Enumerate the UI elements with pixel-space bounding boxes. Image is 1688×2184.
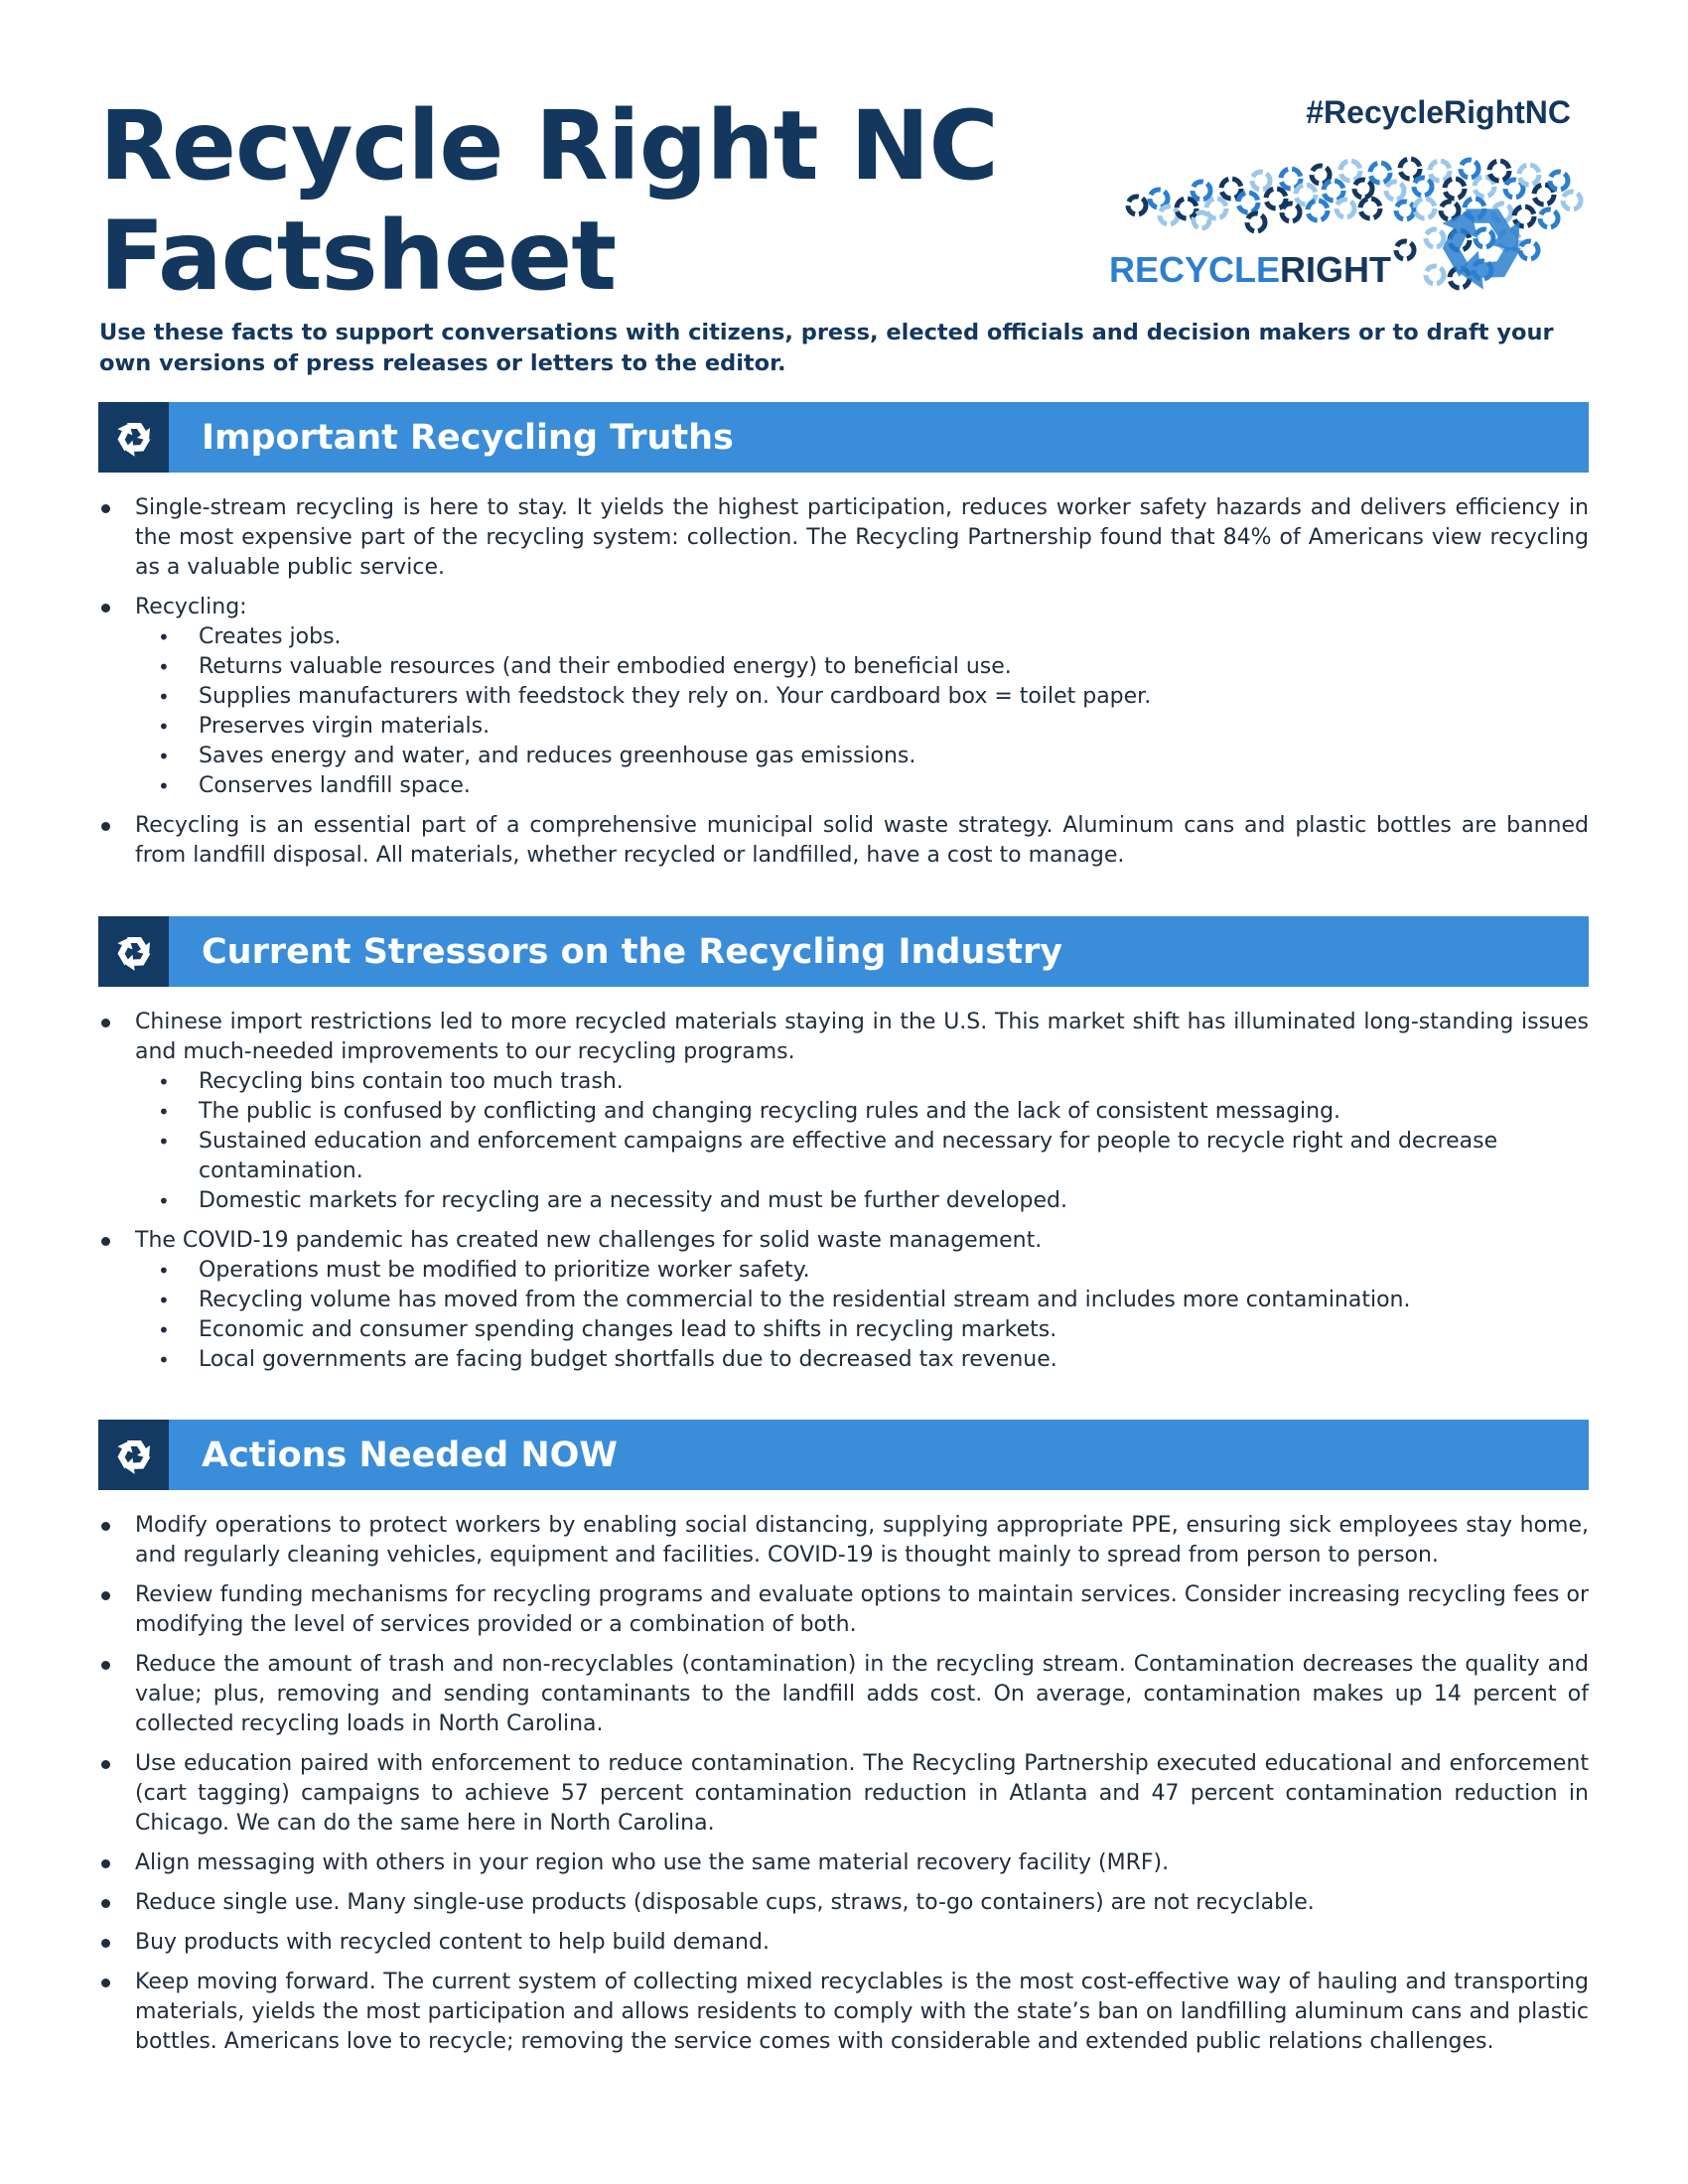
- list-item: Reduce the amount of trash and non-recyclables (contamination) in the recycling stream. Contamination decreases the quality and value; plus, removing and sending contaminants to the landfill adds cost. On average, contamination makes up 14 percent of collected recycling loads in North Carolina.: [99, 1650, 1589, 1739]
- sub-list-item: • Sustained education and enforcement campaigns are effective and necessary for people to recycle right and decrease contamination.: [135, 1127, 1589, 1186]
- title-line-2: Factsheet: [99, 201, 617, 312]
- list-item: Use education paired with enforcement to reduce contamination. The Recycling Partnership executed educational and enforcement (cart tagging) campaigns to achieve 57 percent contamination reduction in Atlanta and 47 percent contamination reduction in Chicago. We can do the same here in North Carolina.: [99, 1749, 1589, 1839]
- sub-list-item: • Domestic markets for recycling are a necessity and must be further developed.: [135, 1186, 1589, 1216]
- section-body-stressors: [99, 1008, 1589, 1385]
- sub-list-item: • Preserves virgin materials.: [135, 712, 1589, 742]
- sub-list-item: • Saves energy and water, and reduces greenhouse gas emissions.: [135, 742, 1589, 771]
- section-header-actions: [98, 1420, 1589, 1490]
- sub-list-item: • Conserves landfill space.: [135, 771, 1589, 801]
- list-item-text: Chinese import restrictions led to more recycled materials staying in the U.S. This market shift has illuminated long-standing issues and much-needed improvements to our recycling programs.: [135, 1010, 1589, 1064]
- logo-word-right: RIGHT: [1280, 249, 1392, 290]
- sub-list-item: • Supplies manufacturers with feedstock they rely on. Your cardboard box = toilet paper.: [135, 682, 1589, 712]
- sub-list-item: • Returns valuable resources (and their embodied energy) to beneficial use.: [135, 652, 1589, 682]
- section-body-truths: [99, 493, 1589, 881]
- list-item: Recycling is an essential part of a comprehensive municipal solid waste strategy. Aluminum cans and plastic bottles are banned from landfill disposal. All materials, whether recycled or landfilled, have a cost to manage.: [99, 811, 1589, 871]
- list-item: [99, 593, 1589, 801]
- recycle-icon: [98, 402, 169, 473]
- list-item: Modify operations to protect workers by enabling social distancing, supplying appropriate PPE, ensuring sick employees stay home, and regularly cleaning vehicles, equipment and facilities. COVID-19 is thought mainly to spread from person to person.: [99, 1511, 1589, 1570]
- section-title: Important Recycling Truths: [202, 417, 734, 458]
- list-item: Reduce single use. Many single-use products (disposable cups, straws, to-go containers) are not recyclable.: [99, 1888, 1589, 1918]
- list-item: Single-stream recycling is here to stay. It yields the highest participation, reduces worker safety hazards and delivers efficiency in the most expensive part of the recycling system: collection. The Recycling Partnership found that 84% of Americans view recycling as a valuable public service.: [99, 493, 1589, 583]
- list-item: Keep moving forward. The current system of collecting mixed recyclables is the most cost-effective way of hauling and transporting materials, yields the most participation and allows residents to comply with the state’s ban on landfilling aluminum cans and plastic bottles. Americans love to recycle; removing the service comes with considerable and extended public relations challenges.: [99, 1968, 1589, 2057]
- list-item: [99, 1008, 1589, 1216]
- logo-wordmark: [1109, 249, 1391, 290]
- list-item: Review funding mechanisms for recycling programs and evaluate options to maintain services. Consider increasing recycling fees or modifying the level of services provided or a combination of both.: [99, 1580, 1589, 1640]
- sub-list-item: • Economic and consumer spending changes lead to shifts in recycling markets.: [135, 1315, 1589, 1345]
- recycle-right-logo: [1107, 91, 1594, 310]
- page-title: [99, 91, 998, 312]
- sub-list-item: • Creates jobs.: [135, 622, 1589, 652]
- sub-list-item: • Local governments are facing budget shortfalls due to decreased tax revenue.: [135, 1345, 1589, 1375]
- list-item: Align messaging with others in your region who use the same material recovery facility (MRF).: [99, 1848, 1589, 1878]
- sub-list-item: • Operations must be modified to prioritize worker safety.: [135, 1256, 1589, 1286]
- list-item-text: Recycling:: [135, 595, 247, 619]
- sub-list-item: • Recycling volume has moved from the commercial to the residential stream and includes more contamination.: [135, 1286, 1589, 1315]
- intro-text: Use these facts to support conversations with citizens, press, elected officials and decision makers or to draft your own versions of press releases or letters to the editor.: [99, 320, 1554, 376]
- logo-word-recycle: RECYCLE: [1109, 249, 1281, 290]
- title-line-1: Recycle Right NC: [99, 90, 998, 202]
- section-title: Actions Needed NOW: [202, 1434, 618, 1475]
- section-header-truths: [98, 402, 1589, 473]
- recycle-icon: [98, 916, 169, 987]
- section-header-stressors: [98, 916, 1589, 987]
- logo-hashtag: #RecycleRightNC: [1306, 94, 1571, 130]
- sub-list-item: • The public is confused by conflicting and changing recycling rules and the lack of consistent messaging.: [135, 1097, 1589, 1127]
- list-item: Buy products with recycled content to help build demand.: [99, 1928, 1589, 1958]
- section-body-actions: [99, 1511, 1589, 2067]
- list-item: [99, 1226, 1589, 1375]
- list-item-text: The COVID-19 pandemic has created new challenges for solid waste management.: [135, 1228, 1043, 1253]
- recycle-icon: [98, 1420, 169, 1490]
- sub-list-item: • Recycling bins contain too much trash.: [135, 1067, 1589, 1097]
- section-title: Current Stressors on the Recycling Industry: [202, 931, 1063, 972]
